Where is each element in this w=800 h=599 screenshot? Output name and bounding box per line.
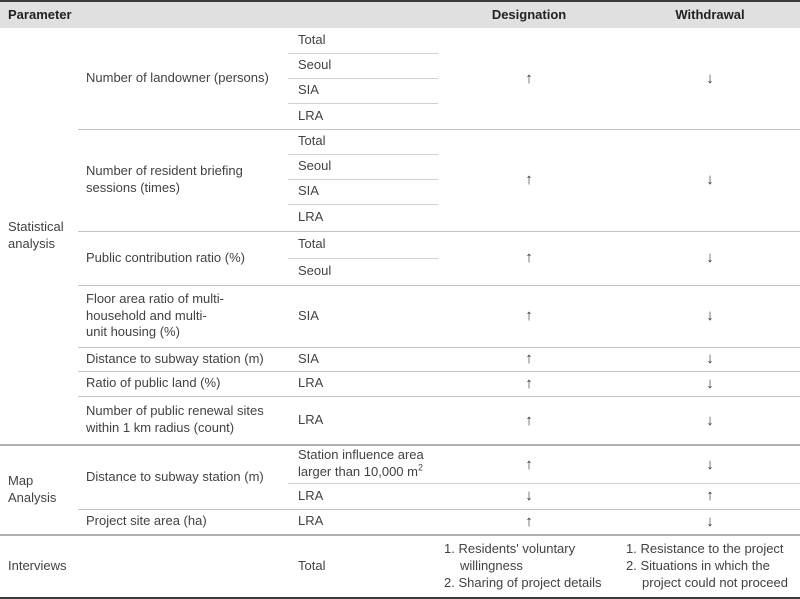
sub-label: LRA — [288, 371, 438, 396]
parameter-floor-area — [78, 285, 288, 347]
designation-interview-item: 1. Residents' voluntary willingness — [444, 541, 576, 573]
designation-arrow: ↑ — [438, 396, 620, 445]
sub-label: Seoul — [288, 258, 438, 285]
sub-label: SIA — [288, 285, 438, 347]
table-row — [0, 535, 800, 598]
table-row — [0, 129, 800, 154]
designation-arrow: ↑ — [438, 371, 620, 396]
designation-arrow: ↑ — [438, 445, 620, 483]
header-withdrawal: Withdrawal — [620, 1, 800, 28]
designation-interview-list — [438, 535, 620, 598]
sub-label: Total — [298, 31, 326, 47]
withdrawal-interview-item: 1. Resistance to the project — [626, 541, 784, 556]
parameter-public-land: Ratio of public land (%) — [78, 371, 288, 396]
designation-arrow: ↓ — [438, 483, 620, 509]
sub-label: Seoul — [288, 154, 438, 179]
header-parameter: Parameter — [0, 1, 288, 28]
table-row — [0, 396, 800, 445]
sub-label: LRA — [288, 483, 438, 509]
table-header-row — [0, 1, 800, 28]
sub-label-station-influence: Station influence area larger than 10,000 $m^2$ — [288, 445, 438, 483]
withdrawal-arrow: ↓ — [620, 129, 800, 231]
withdrawal-arrow: ↓ — [620, 396, 800, 445]
withdrawal-arrow: ↓ — [620, 445, 800, 483]
withdrawal-arrow: ↓ — [620, 231, 800, 285]
table-row — [0, 347, 800, 371]
superscript: 2 — [417, 462, 423, 473]
withdrawal-arrow: ↑ — [620, 483, 800, 509]
designation-arrow: ↑ — [438, 285, 620, 347]
withdrawal-arrow: ↓ — [620, 285, 800, 347]
sub-label: LRA — [288, 509, 438, 535]
withdrawal-arrow: ↓ — [620, 347, 800, 371]
sub-label: Total — [288, 129, 438, 154]
sub-label: LRA — [288, 396, 438, 445]
parameter-floor-area-text: Floor area ratio of multi-household and multi-unit housing (%) — [86, 290, 224, 340]
designation-arrow: ↑ — [438, 231, 620, 285]
withdrawal-arrow: ↓ — [706, 69, 714, 87]
sub-label: SIA — [288, 78, 438, 103]
parameter-empty — [78, 535, 288, 598]
withdrawal-interview-item: 2. Situations in which the project could not proceed — [626, 557, 788, 590]
table-row — [0, 371, 800, 396]
designation-arrow: ↑ — [438, 509, 620, 535]
parameter-site-area: Project site area (ha) — [78, 509, 288, 535]
parameter-subway-stat: Distance to subway station (m) — [78, 347, 288, 371]
sub-label: LRA — [288, 103, 438, 129]
parameter-renewal-sites: Number of public renewal sites within 1 km radius (count) — [78, 396, 288, 445]
withdrawal-arrow: ↓ — [620, 509, 800, 535]
table-row — [0, 285, 800, 347]
table-row — [0, 28, 800, 53]
withdrawal-interview-list — [620, 535, 800, 598]
sub-label: SIA — [288, 179, 438, 204]
table-row — [0, 231, 800, 258]
sub-label: Total — [288, 535, 438, 598]
group-label-interviews: Interviews — [0, 535, 78, 598]
parameter-contribution: Public contribution ratio (%) — [78, 231, 288, 285]
designation-arrow: ↑ — [438, 129, 620, 231]
table-row — [0, 445, 800, 483]
table-row — [0, 509, 800, 535]
header-subcolumn — [288, 1, 438, 28]
designation-arrow: ↑ — [525, 69, 533, 87]
sub-label: LRA — [288, 204, 438, 231]
sub-label: Seoul — [288, 53, 438, 78]
designation-interview-item: 2. Sharing of project details — [444, 574, 602, 590]
group-label-map: Map Analysis — [0, 445, 78, 535]
sub-label: SIA — [288, 347, 438, 371]
parameter-briefing: Number of resident briefing sessions (times) — [78, 129, 288, 231]
parameter-landowner: Number of landowner (persons) — [86, 69, 269, 85]
sub-label: Total — [288, 231, 438, 258]
parameter-subway-map: Distance to subway station (m) — [78, 445, 288, 509]
withdrawal-arrow: ↓ — [620, 371, 800, 396]
header-designation: Designation — [438, 1, 620, 28]
designation-arrow: ↑ — [438, 347, 620, 371]
group-label-statistical: Statistical analysis — [8, 219, 64, 251]
